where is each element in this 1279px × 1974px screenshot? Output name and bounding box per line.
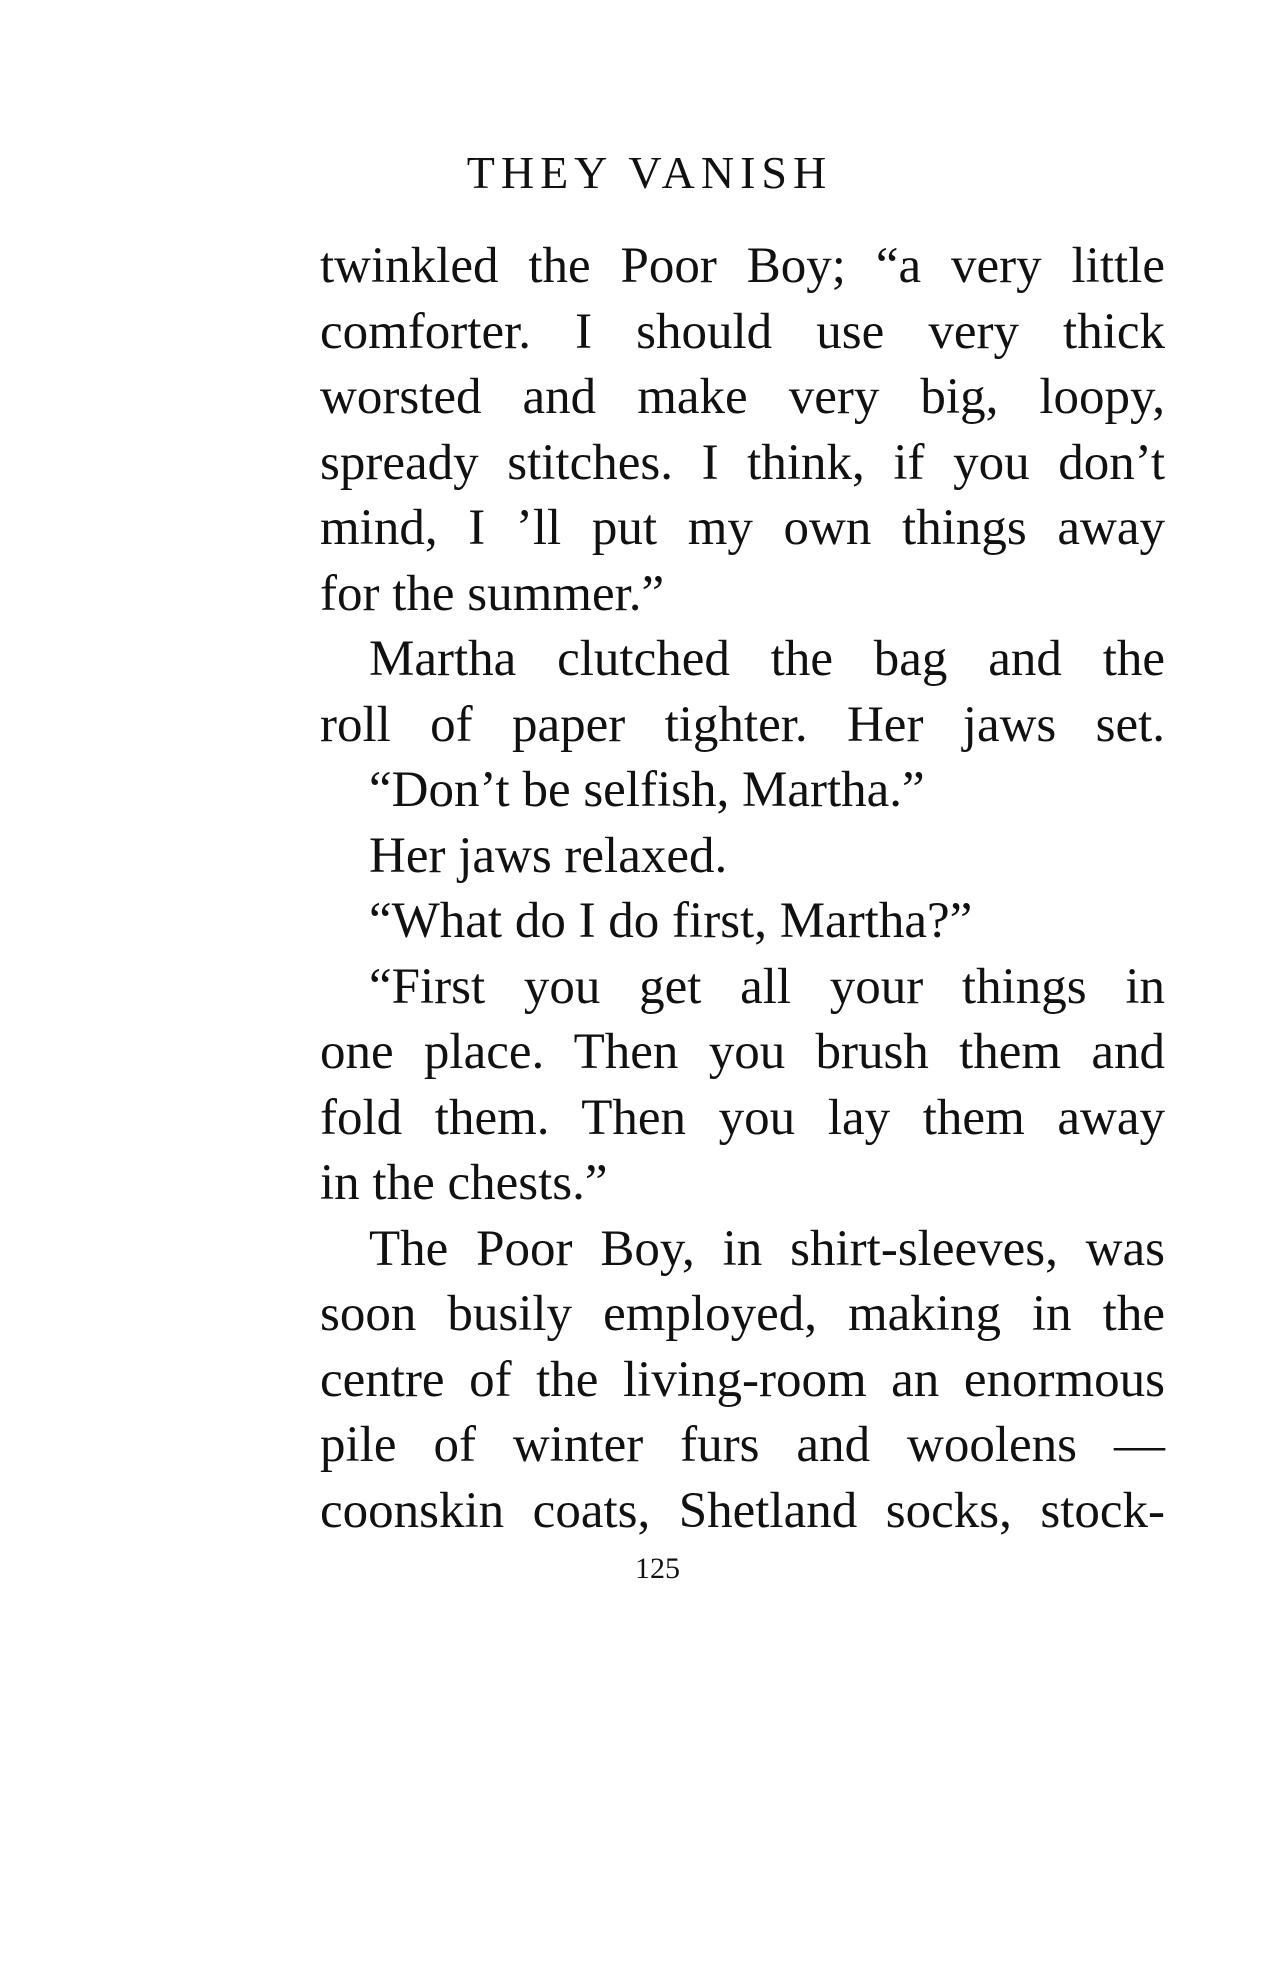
text-line: The Poor Boy, in shirt-sleeves, was: [369, 1220, 1165, 1277]
text-line: fold them. Then you lay them away: [320, 1089, 1165, 1146]
text-line: one place. Then you brush them and: [320, 1024, 1165, 1080]
text-line: mind, I ’ll put my own things away: [320, 500, 1165, 556]
text-line: Her jaws relaxed.: [369, 827, 728, 884]
text-line: spready stitches. I think, if you don’t: [320, 434, 1165, 491]
running-head: THEY VANISH: [466, 147, 833, 198]
text-line: in the chests.”: [320, 1155, 608, 1211]
text-line: for the summer.”: [320, 565, 665, 622]
text-line: twinkled the Poor Boy; “a very little: [320, 238, 1165, 294]
text-line: “Don’t be selfish, Martha.”: [369, 762, 925, 818]
text-line: coonskin coats, Shetland socks, stock-: [320, 1482, 1165, 1539]
text-line: soon busily employed, making in the: [320, 1286, 1165, 1342]
text-line: roll of paper tighter. Her jaws set.: [320, 696, 1165, 753]
text-line: “What do I do first, Martha?”: [369, 893, 973, 949]
text-line: worsted and make very big, loopy,: [320, 369, 1165, 425]
body-text: [320, 234, 1165, 1544]
text-line: centre of the living-room an enormous: [320, 1351, 1165, 1408]
text-line: pile of winter furs and woolens —: [320, 1417, 1165, 1473]
text-line: comforter. I should use very thick: [320, 303, 1165, 360]
text-line: Martha clutched the bag and the: [369, 631, 1165, 687]
page-number: 125: [635, 1552, 680, 1585]
text-line: “First you get all your things in: [369, 958, 1165, 1015]
